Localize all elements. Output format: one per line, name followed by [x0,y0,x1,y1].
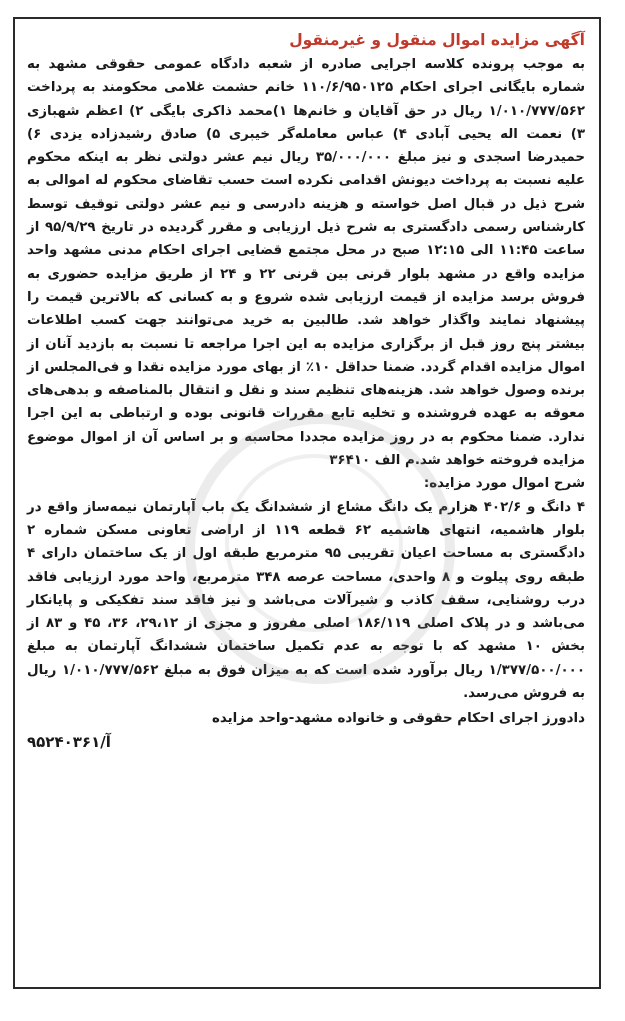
signature-line: دادورز اجرای احکام حقوقی و خانواده مشهد-واحد مزایده [211,711,585,727]
property-section-heading: شرح اموال مورد مزایده: [423,476,585,492]
notice-main-paragraph: به موجب پرونده کلاسه اجرایی صادره از شعبه دادگاه عمومی حقوقی مشهد به شماره بایگانی اجرای احکام ۱۱۰/۶/۹۵۰۱۲۵ خانم حشمت غلامی محکومند به پرداخت ۱/۰۱۰/۷۷۷/۵۶۲ ریال در حق آقایان و خانم‌ها ۱)محمد ذاکری بایگی ۲) اعظم شهبازی ۳) نعمت اله یحیی آبادی ۴) عباس معامله‌گر خیبری ۵) صادق رشیدزاده یزدی ۶) حمیدرضا اسجدی و نیز مبلغ ۳۵/۰۰۰/۰۰۰ ریال نیم عشر دولتی نظر به اینکه محکوم علیه نسبت به پرداخت دیونش اقدامی نکرده است حسب تقاضای محکوم له اموالی به شرح ذیل در قبال اصل خواسته و هزینه دادرسی و نیم عشر دولتی توقیف توسط کارشناس رسمی دادگستری به شرح ذیل ارزیابی و مقرر گردیده در تاریخ ۹۵/۹/۲۹ از ساعت ۱۱:۴۵ الی ۱۲:۱۵ صبح در محل مجتمع قضایی اجرای احکام مدنی مشهد واحد مزایده واقع در مشهد بلوار قرنی بین قرنی ۲۲ و ۲۴ از طریق مزایده حضوری به فروش برسد مزایده از قیمت ارزیابی شده شروع و به کسانی که بالاترین قیمت را پیشنهاد نمایند واگذار خواهد شد. طالبین به خرید می‌توانند جهت کسب اطلاعات بیشتر پنج روز قبل از برگزاری مزایده به این اجرا مراجعه تا نسبت به بازدید آنان از اموال مزایده اقدام گردد. ضمنا حداقل ۱۰٪ از بهای مورد مزایده نقدا و فی‌المجلس از برنده وصول خواهد شد. هزینه‌های تنظیم سند و نقل و انتقال بالمناصفه و بدهی‌های معوقه به عهده فروشنده و تخلیه تابع مقررات قانونی بوده و ارتباطی به این اجرا ندارد. ضمنا محکوم به در روز مزایده مجددا محاسبه و بر اساس آن از اموال موضوع مزایده فروخته خواهد شد.م الف ۳۶۴۱۰ [27,57,586,469]
property-description-paragraph: ۴ دانگ و ۴۰۲/۶ هزارم یک دانگ مشاع از ششدانگ یک باب آپارتمان نیمه‌ساز واقع در بلوار هاشمیه، انتهای هاشمیه ۶۲ قطعه ۱۱۹ از اراضی تعاونی مسکن شماره ۲ دادگستری به مساحت اعیان تقریبی ۹۵ مترمربع طبقه اول از یک ساختمان دارای ۴ طبقه روی پیلوت و ۸ واحدی، مساحت عرصه ۳۴۸ مترمربع، واحد مورد ارزیابی فاقد درب روشنایی، سقف کاذب و شیرآلات می‌باشد و نیز فاقد سند تفکیکی و پایانکار می‌باشد و در پلاک اصلی ۱۸۶/۱۱۹ اصلی مفروز و مجزی از ۲۹،۱۲، ۳۶، ۴۵ و ۸۳ از بخش ۱۰ مشهد که با توجه به عدم تکمیل ساختمان ششدانگ آپارتمان به مبلغ ۱/۳۷۷/۵۰۰/۰۰۰ ریال برآورد شده است که به میزان فوق به مبلغ ۱/۰۱۰/۷۷۷/۵۶۲ ریال به فروش می‌رسد. [27,499,585,702]
reference-code: آ/۹۵۲۴۰۳۶۱ [27,732,111,751]
notice-frame [13,17,601,989]
notice-title: آگهی مزایده اموال منقول و غیرمنقول [289,31,585,49]
